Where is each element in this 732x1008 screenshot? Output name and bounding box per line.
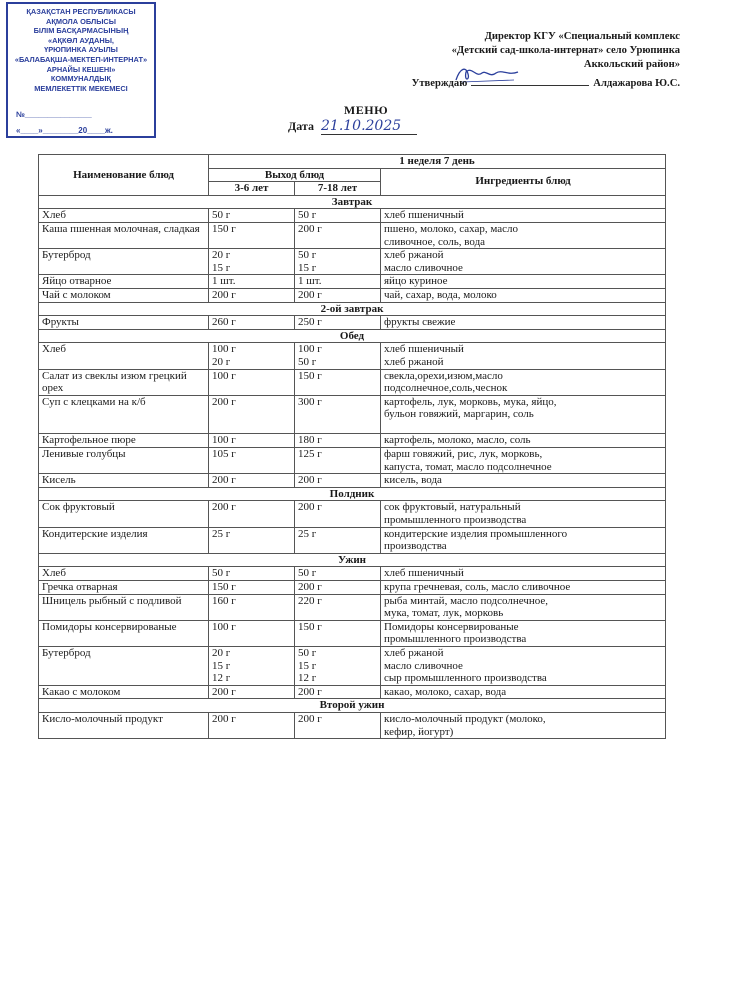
ingredients bbox=[381, 434, 666, 448]
table-row bbox=[39, 567, 666, 581]
ingredients-line: масло сливочное bbox=[384, 659, 463, 672]
table-row bbox=[39, 316, 666, 330]
portion-3-6 bbox=[209, 620, 295, 646]
dish-name: Бутерброд bbox=[39, 249, 209, 275]
table-row bbox=[39, 343, 666, 369]
table-row bbox=[39, 288, 666, 302]
portion-7-18 bbox=[295, 620, 381, 646]
portion-3-6 bbox=[209, 474, 295, 488]
dish-name: Яйцо отварное bbox=[39, 275, 209, 289]
ingredients-line: какао, молоко, сахар, вода bbox=[384, 685, 507, 698]
ingredients-line: промышленного производства bbox=[384, 514, 527, 527]
ingredients bbox=[381, 567, 666, 581]
portion-3-6 bbox=[209, 594, 295, 620]
ingredients bbox=[381, 712, 666, 738]
ingredients-line: кефир, йогурт) bbox=[384, 725, 454, 738]
portion-7-18-line: 50 г bbox=[298, 355, 317, 368]
ingredients-line: хлеб пшеничный bbox=[384, 209, 464, 222]
portion-3-6 bbox=[209, 646, 295, 685]
portion-7-18 bbox=[295, 501, 381, 527]
portion-7-18 bbox=[295, 369, 381, 395]
director-line: Директор КГУ «Специальный комплекс bbox=[484, 31, 680, 42]
ingredients bbox=[381, 474, 666, 488]
portion-3-6-line: 200 г bbox=[212, 288, 236, 301]
header-ingredients: Ингредиенты блюд bbox=[381, 168, 666, 195]
table-row bbox=[39, 275, 666, 289]
portion-3-6-line: 100 г bbox=[212, 434, 236, 447]
portion-3-6-line: 15 г bbox=[212, 261, 231, 274]
portion-7-18-line: 200 г bbox=[298, 288, 322, 301]
section-title: Ужин bbox=[39, 553, 666, 567]
ingredients bbox=[381, 395, 666, 434]
portion-3-6-line: 100 г bbox=[212, 369, 236, 382]
ingredients-line: кисель, вода bbox=[384, 474, 442, 487]
section-row bbox=[39, 487, 666, 501]
dish-name: Фрукты bbox=[39, 316, 209, 330]
table-row bbox=[39, 395, 666, 434]
dish-name: Ленивые голубцы bbox=[39, 448, 209, 474]
ingredients-line: масло сливочное bbox=[384, 261, 463, 274]
dish-name: Кондитерские изделия bbox=[39, 527, 209, 553]
stamp-line: КОММУНАЛДЫҚ bbox=[50, 74, 112, 84]
portion-7-18 bbox=[295, 316, 381, 330]
ingredients-line: чай, сахар, вода, молоко bbox=[384, 288, 497, 301]
dish-name: Какао с молоком bbox=[39, 685, 209, 699]
stamp-line: «АҚКӨЛ АУДАНЫ, bbox=[48, 35, 114, 45]
ingredients-line: Помидоры консервированые bbox=[384, 620, 519, 633]
dish-name: Сок фруктовый bbox=[39, 501, 209, 527]
ingredients-line: пшено, молоко, сахар, масло bbox=[384, 222, 518, 235]
ingredients-line: фрукты свежие bbox=[384, 316, 456, 329]
ingredients-line: свекла,орехи,изюм,масло bbox=[384, 369, 503, 382]
ingredients bbox=[381, 369, 666, 395]
ingredients bbox=[381, 275, 666, 289]
portion-3-6-line: 200 г bbox=[212, 395, 236, 408]
approve-label: Утверждаю bbox=[411, 78, 468, 89]
portion-7-18-line: 50 г bbox=[298, 209, 317, 222]
ingredients-line: хлеб ржаной bbox=[384, 249, 444, 262]
table-row bbox=[39, 369, 666, 395]
portion-7-18-line: 250 г bbox=[298, 316, 322, 329]
approve-line bbox=[380, 75, 680, 89]
stamp-reg-number: №_______________ bbox=[16, 110, 92, 119]
portion-3-6 bbox=[209, 343, 295, 369]
portion-3-6 bbox=[209, 712, 295, 738]
portion-7-18-line: 1 шт. bbox=[298, 275, 322, 288]
ingredients-line: картофель, лук, морковь, мука, яйцо, bbox=[384, 395, 557, 408]
portion-7-18 bbox=[295, 646, 381, 685]
ingredients-line: картофель, молоко, масло, соль bbox=[384, 434, 531, 447]
header-output: Выход блюд bbox=[209, 168, 381, 182]
header-week: 1 неделя 7 день bbox=[209, 155, 666, 169]
ingredients bbox=[381, 527, 666, 553]
portion-7-18-line: 200 г bbox=[298, 474, 322, 487]
director-line: «Детский сад-школа-интернат» село Урюпинка bbox=[451, 45, 680, 56]
dish-name: Хлеб bbox=[39, 209, 209, 223]
portion-7-18-line: 200 г bbox=[298, 581, 322, 593]
portion-3-6-line: 150 г bbox=[212, 222, 236, 235]
portion-7-18 bbox=[295, 581, 381, 595]
portion-7-18-line: 150 г bbox=[298, 620, 322, 633]
table-row bbox=[39, 581, 666, 595]
portion-7-18 bbox=[295, 275, 381, 289]
ingredients-line: подсолнечное,соль,чеснок bbox=[384, 382, 508, 395]
ingredients-line bbox=[384, 421, 662, 434]
ingredients-line: сливочное, соль, вода bbox=[384, 235, 486, 248]
table-row bbox=[39, 249, 666, 275]
section-row bbox=[39, 302, 666, 316]
portion-7-18-line: 300 г bbox=[298, 395, 322, 408]
portion-3-6-line: 25 г bbox=[212, 527, 231, 540]
portion-7-18-line: 15 г bbox=[298, 659, 317, 672]
ingredients-line: хлеб пшеничный bbox=[384, 567, 464, 580]
dish-name: Бутерброд bbox=[39, 646, 209, 685]
ingredients-line: производства bbox=[384, 540, 447, 553]
portion-3-6 bbox=[209, 434, 295, 448]
ingredients-line: капуста, томат, масло подсолнечное bbox=[384, 460, 552, 473]
portion-7-18 bbox=[295, 527, 381, 553]
table-row bbox=[39, 620, 666, 646]
section-row bbox=[39, 329, 666, 343]
portion-7-18-line: 50 г bbox=[298, 646, 317, 659]
portion-3-6 bbox=[209, 501, 295, 527]
section-title: Второй ужин bbox=[39, 699, 666, 713]
portion-7-18 bbox=[295, 685, 381, 699]
stamp-date-line: «____»________20____ж. bbox=[16, 126, 113, 135]
dish-name: Суп с клецками на к/б bbox=[39, 395, 209, 434]
portion-3-6-line: 200 г bbox=[212, 712, 236, 725]
ingredients bbox=[381, 448, 666, 474]
section-row bbox=[39, 195, 666, 209]
ingredients bbox=[381, 646, 666, 685]
ingredients bbox=[381, 288, 666, 302]
portion-3-6 bbox=[209, 275, 295, 289]
ingredients-line: сок фруктовый, натуральный bbox=[384, 501, 521, 514]
portion-7-18-line: 200 г bbox=[298, 712, 322, 725]
ingredients-line: промышленного производства bbox=[384, 633, 527, 646]
ingredients-line: кисло-молочный продукт (молоко, bbox=[384, 712, 546, 725]
dish-name: Кисель bbox=[39, 474, 209, 488]
ingredients bbox=[381, 685, 666, 699]
portion-7-18 bbox=[295, 712, 381, 738]
ingredients bbox=[381, 343, 666, 369]
ingredients-line: фарш говяжий, рис, лук, морковь, bbox=[384, 448, 543, 461]
portion-3-6 bbox=[209, 567, 295, 581]
portion-3-6-line: 15 г bbox=[212, 659, 231, 672]
stamp-line: АҚМОЛА ОБЛЫСЫ bbox=[45, 16, 117, 26]
portion-7-18 bbox=[295, 288, 381, 302]
portion-7-18-line: 15 г bbox=[298, 261, 317, 274]
stamp-line: ҚАЗАҚСТАН РЕСПУБЛИКАСЫ bbox=[26, 7, 136, 16]
portion-3-6 bbox=[209, 222, 295, 248]
portion-7-18-line: 50 г bbox=[298, 249, 317, 262]
ingredients-line: мука, томат, лук, морковь bbox=[384, 607, 504, 620]
ingredients bbox=[381, 620, 666, 646]
portion-3-6 bbox=[209, 395, 295, 434]
portion-7-18-line: 200 г bbox=[298, 222, 322, 235]
ingredients bbox=[381, 581, 666, 595]
portion-7-18-line: 200 г bbox=[298, 685, 322, 698]
date-value: 21.10.2025 bbox=[321, 118, 417, 135]
portion-3-6-line: 1 шт. bbox=[212, 275, 236, 288]
ingredients-line: крупа гречневая, соль, масло сливочное bbox=[384, 581, 571, 593]
table-row bbox=[39, 527, 666, 553]
portion-7-18 bbox=[295, 434, 381, 448]
table-row bbox=[39, 434, 666, 448]
dish-name: Чай с молоком bbox=[39, 288, 209, 302]
director-header bbox=[380, 30, 680, 72]
ingredients-line: рыба минтай, масло подсолнечное, bbox=[384, 594, 549, 607]
portion-3-6-line: 150 г bbox=[212, 581, 236, 593]
table-row bbox=[39, 646, 666, 685]
portion-7-18 bbox=[295, 222, 381, 248]
ingredients-line: сыр промышленного производства bbox=[384, 672, 547, 685]
portion-7-18 bbox=[295, 474, 381, 488]
portion-7-18 bbox=[295, 395, 381, 434]
header-age-7-18: 7-18 лет bbox=[295, 182, 381, 196]
portion-7-18-line: 220 г bbox=[298, 594, 322, 607]
portion-3-6 bbox=[209, 527, 295, 553]
stamp-line: ҮРЮПИНКА АУЫЛЫ bbox=[44, 45, 118, 55]
portion-3-6-line: 20 г bbox=[212, 355, 231, 368]
table-row bbox=[39, 222, 666, 248]
dish-name: Картофельное пюре bbox=[39, 434, 209, 448]
stamp-line: МЕМЛЕКЕТТІК МЕКЕМЕСІ bbox=[34, 83, 128, 93]
dish-name: Хлеб bbox=[39, 343, 209, 369]
portion-3-6 bbox=[209, 288, 295, 302]
stamp-line: «БАЛАБАҚША-МЕКТЕП-ИНТЕРНАТ» bbox=[14, 54, 148, 64]
dish-name: Шницель рыбный с подливой bbox=[39, 594, 209, 620]
table-row bbox=[39, 712, 666, 738]
approve-name: Алдажарова Ю.С. bbox=[593, 78, 680, 89]
portion-7-18-line: 125 г bbox=[298, 448, 322, 461]
ingredients bbox=[381, 316, 666, 330]
portion-3-6-line: 160 г bbox=[212, 594, 236, 607]
section-title: Обед bbox=[39, 329, 666, 343]
section-title: 2-ой завтрак bbox=[39, 302, 666, 316]
portion-3-6 bbox=[209, 448, 295, 474]
table-row bbox=[39, 501, 666, 527]
portion-7-18 bbox=[295, 249, 381, 275]
portion-7-18-line: 100 г bbox=[298, 343, 322, 356]
portion-3-6 bbox=[209, 581, 295, 595]
ingredients bbox=[381, 222, 666, 248]
portion-3-6-line: 20 г bbox=[212, 249, 231, 262]
section-title: Завтрак bbox=[39, 195, 666, 209]
portion-3-6-line: 12 г bbox=[212, 672, 231, 685]
portion-3-6-line: 200 г bbox=[212, 685, 236, 698]
dish-name: Гречка отварная bbox=[39, 581, 209, 595]
portion-7-18 bbox=[295, 567, 381, 581]
portion-3-6-line: 100 г bbox=[212, 620, 236, 633]
portion-3-6-line: 260 г bbox=[212, 316, 236, 329]
table-row bbox=[39, 594, 666, 620]
header-age-3-6: 3-6 лет bbox=[209, 182, 295, 196]
ingredients bbox=[381, 594, 666, 620]
dish-name: Хлеб bbox=[39, 567, 209, 581]
portion-3-6 bbox=[209, 369, 295, 395]
portion-3-6-line: 200 г bbox=[212, 474, 236, 487]
ingredients-line: хлеб пшеничный bbox=[384, 343, 464, 356]
portion-3-6-line: 105 г bbox=[212, 448, 236, 461]
ingredients-line: хлеб ржаной bbox=[384, 646, 444, 659]
dish-name: Кисло-молочный продукт bbox=[39, 712, 209, 738]
portion-3-6-line: 50 г bbox=[212, 209, 231, 222]
dish-name: Помидоры консервированые bbox=[39, 620, 209, 646]
portion-7-18-line: 25 г bbox=[298, 527, 317, 540]
stamp-line: АРНАЙЫ КЕШЕНІ» bbox=[46, 64, 116, 74]
portion-7-18-line: 180 г bbox=[298, 434, 322, 447]
portion-3-6 bbox=[209, 316, 295, 330]
portion-3-6-line: 100 г bbox=[212, 343, 236, 356]
page-title: МЕНЮ bbox=[343, 103, 389, 117]
date-row bbox=[288, 118, 417, 135]
ingredients bbox=[381, 209, 666, 223]
ingredients-line: кондитерские изделия промышленного bbox=[384, 527, 568, 540]
portion-3-6 bbox=[209, 209, 295, 223]
portion-7-18 bbox=[295, 594, 381, 620]
table-row bbox=[39, 685, 666, 699]
ingredients bbox=[381, 249, 666, 275]
portion-7-18-line: 12 г bbox=[298, 672, 317, 685]
section-row bbox=[39, 699, 666, 713]
header-dish-name: Наименование блюд bbox=[39, 155, 209, 196]
portion-7-18 bbox=[295, 343, 381, 369]
table-row bbox=[39, 448, 666, 474]
date-label: Дата bbox=[288, 119, 314, 133]
dish-name: Салат из свеклы изюм грецкий орех bbox=[39, 369, 209, 395]
director-line: Аккольский район» bbox=[583, 59, 680, 70]
ingredients-line: бульон говяжий, маргарин, соль bbox=[384, 408, 534, 421]
table-row bbox=[39, 474, 666, 488]
portion-3-6 bbox=[209, 249, 295, 275]
ingredients bbox=[381, 501, 666, 527]
portion-3-6-line: 50 г bbox=[212, 567, 231, 580]
ingredients-line: хлеб ржаной bbox=[384, 355, 444, 368]
portion-3-6-line: 20 г bbox=[212, 646, 231, 659]
portion-7-18-line: 200 г bbox=[298, 501, 322, 514]
section-row bbox=[39, 553, 666, 567]
portion-7-18 bbox=[295, 209, 381, 223]
ingredients-line: яйцо куриное bbox=[384, 275, 448, 288]
menu-table bbox=[38, 154, 666, 739]
portion-3-6-line: 200 г bbox=[212, 501, 236, 514]
table-row bbox=[39, 209, 666, 223]
section-title: Полдник bbox=[39, 487, 666, 501]
portion-7-18-line: 50 г bbox=[298, 567, 317, 580]
portion-7-18 bbox=[295, 448, 381, 474]
portion-7-18-line: 150 г bbox=[298, 369, 322, 382]
portion-3-6 bbox=[209, 685, 295, 699]
dish-name: Каша пшенная молочная, сладкая bbox=[39, 222, 209, 248]
stamp-line: БІЛІМ БАСҚАРМАСЫНЫҢ bbox=[33, 26, 129, 36]
